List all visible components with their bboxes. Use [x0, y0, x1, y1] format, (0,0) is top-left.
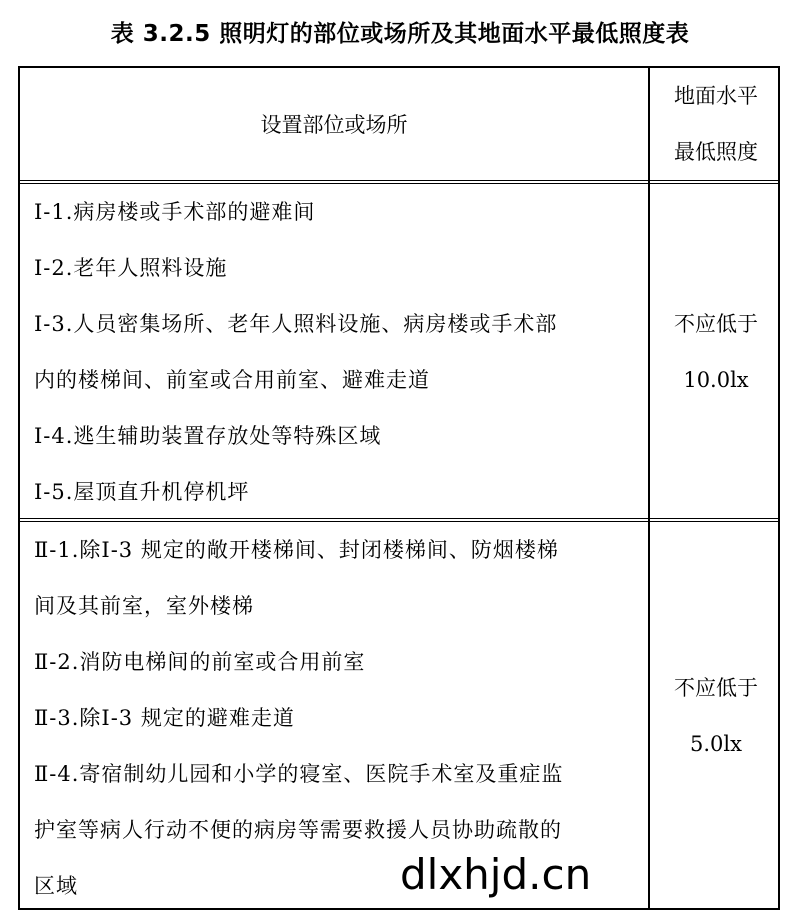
list-item: 区域 — [34, 874, 78, 898]
header-illuminance-line2: 最低照度 — [674, 140, 758, 164]
list-item: 内的楼梯间、前室或合用前室、避难走道 — [34, 368, 430, 392]
group-1-items — [34, 184, 648, 520]
list-item: Ⅰ-1.病房楼或手术部的避难间 — [34, 200, 316, 224]
group-2-value-line1: 不应低于 — [674, 676, 758, 700]
list-item: Ⅱ-3.除Ⅰ-3 规定的避难走道 — [34, 706, 295, 730]
list-item: Ⅰ-2.老年人照料设施 — [34, 256, 228, 280]
list-item: Ⅱ-1.除Ⅰ-3 规定的敞开楼梯间、封闭楼梯间、防烟楼梯 — [34, 538, 559, 562]
list-item: 间及其前室，室外楼梯 — [34, 594, 254, 618]
group-1-value-line2: 10.0lx — [683, 368, 749, 392]
list-item: Ⅰ-3.人员密集场所、老年人照料设施、病房楼或手术部 — [34, 312, 558, 336]
list-item: 护室等病人行动不便的病房等需要救援人员协助疏散的 — [34, 818, 562, 842]
header-location-label: 设置部位或场所 — [260, 113, 408, 137]
watermark-text: dlxhjd.cn — [400, 850, 592, 899]
illuminance-table — [18, 66, 780, 910]
group-2-value-cell — [652, 522, 780, 910]
list-item: Ⅱ-4.寄宿制幼儿园和小学的寝室、医院手术室及重症监 — [34, 762, 564, 786]
header-illuminance-cell — [652, 68, 780, 180]
list-item: Ⅱ-2.消防电梯间的前室或合用前室 — [34, 650, 366, 674]
header-illuminance-line1: 地面水平 — [674, 84, 758, 108]
list-item: Ⅰ-4.逃生辅助装置存放处等特殊区域 — [34, 424, 382, 448]
column-divider — [648, 68, 650, 908]
table-title: 表 3.2.5 照明灯的部位或场所及其地面水平最低照度表 — [110, 21, 690, 47]
group-1-value-line1: 不应低于 — [674, 312, 758, 336]
group-2-value-line2: 5.0lx — [690, 732, 742, 756]
header-location-cell — [20, 68, 648, 180]
group-1-value-cell — [652, 184, 780, 520]
list-item: Ⅰ-5.屋顶直升机停机坪 — [34, 480, 250, 504]
